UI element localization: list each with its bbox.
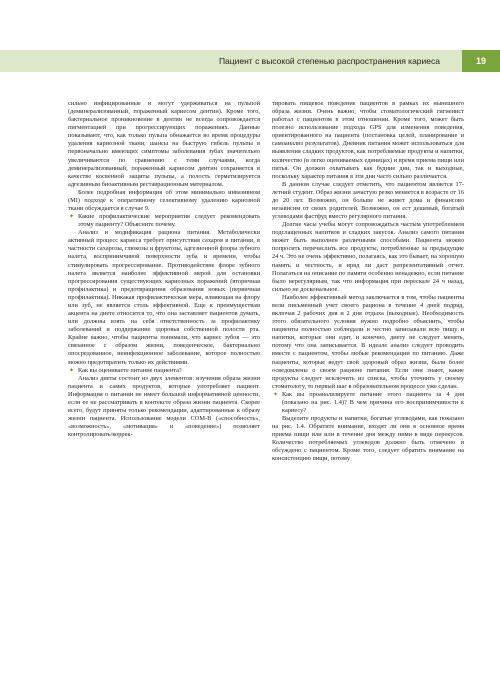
question-paragraph [68, 367, 260, 375]
running-title: Пациент с высокой степенью распространения кариеса [218, 56, 440, 66]
body-paragraph: Анализ и модификация рациона питания. Метаболически активный процесс кариеса требует присутствия сахаров в питании, в частности сахарозы, глюкозы и фруктозы, адгезионной флоры зубного налета, воспринимчивой поверхности зуба и времени, чтобы стимулировать прогрессирование. Противодействие флоре зубного налета является наиболее эффективной мерой для остановки прогрессирования существующих кариозных поражений (вторичная профилактика) и предотвращения образования новых (первичная профилактика). Никакая профилактическая мера, влияющая на флору или зуб, не является столь эффективной. Еще к преимуществам акцента на диете относится то, что она заставляет пациентов думать, или должны взять на себя ответственность за профилактику заболеваний и поддержание здоровья собственной полости рта. Крайне важно, чтобы пациенты понимали, что кариес зубов — это связанное с образом жизни, поведенческое, бактериально опосредованное, неинфекционное заболевание, которое полностью можно предотвратить только их действиями. [68, 229, 260, 366]
left-text-column [68, 100, 260, 439]
diamond-bullet-icon: ✦ [273, 391, 279, 398]
question-text: Какие профилактические мероприятия следует рекомендовать этому пациенту? Объясните почему. [78, 213, 260, 229]
question-text: Как вы проанализируете питание этого пациента за 4 дня (показано на рис. 1.4)? В чем причина его воспринимчивости к кариесу? [282, 390, 464, 414]
diamond-bullet-icon: ✦ [69, 214, 75, 221]
body-paragraph: тировать пищевое поведение пациентов в рамках их нынешнего образа жизни. Очень важно, чтобы стоматологический гигиенист работал с пациентом в этом отношении. Кроме того, может быть полезно использование подхода GPS для изменения поведения, ориентированного на пациента (постановка целей, планирование и самоанализ результатов). Дневник питания может использоваться для выявления сладких продуктов, как потребляемые продукты и напитки, количество (в легко оцениваемых единицах) и время приема пищи или питья. Он должен охватывать как будние дни, так и выходные, поскольку характер питания в эти дни часто сильно различается. [272, 100, 464, 180]
right-text-column [272, 100, 464, 464]
body-paragraph: сильно инфицированные и могут удерживаться на пульпой (деминерализованный, пораженный кариесом дентин). Кроме того, бактериальное проникновение в дентин не всегда сопровождается пигментацией при прогрессирующих поражениях. Данные показывают, что, как только пульпа обнажается во время процедуры удаления кариозной ткани, шансы на быструю гибель пульпы в первоначально имеющих симптомы заболевания зубах значительно увеличиваются по сравнению с теми случаями, когда деминерализованный, пораженный кариесом дентин сохраняется в качестве косвенной защиты пульпы, а полость герметизируется адгезивным биоактивным реставрационным материалом. [68, 100, 260, 188]
body-paragraph: Выделите продукты и напитки, богатые углеводами, как показано на рис. 1.4. Обратите внимание, входят ли они в основное время приема пищи или или в течение дня между ними в виде перекусов. Количество потребляемых углеводов должно быть отмечено и обсуждено с пациентом. Кроме того, следует обратить внимание на консистенцию пищи, потому [272, 415, 464, 463]
question-text: Как вы оцениваете питание пациента? [78, 366, 182, 374]
page-number: 19 [462, 50, 500, 72]
diamond-bullet-icon: ✦ [69, 367, 75, 374]
body-paragraph: Более подробная информация об этом минимально инвазивном (MI) подходе к оперативному селективному удалению кариозной ткани обсуждается в случае 9. [68, 188, 260, 213]
body-paragraph: Наиболее эффективный метод заключается в том, чтобы пациенты вели письменный учет своего рациона в течение 4 дней подряд, включая 2 рабочих дня и 2 дня отдыха (выходные). Необходимость этого обязательного условия нужно подробно объяснить, чтобы пациенты полностью соблюдали и честно записывали всю пищу и напитки, которые они едят, и конечно, диету не следует менять, потому что она записывается. В идеале анализ следует проводить вместе с пациентом, чтобы любые рекомендации по питанию. Даже пациенты, которые ведут свой здоровый образ жизни, были более осведомлены о своем рационе питания. Если они знают, какие продукты следует исключить из списка, чтобы уточнить у своему стоматологу, то первый шаг в образовательном процессе уже сделан. [272, 293, 464, 390]
question-paragraph [68, 213, 260, 229]
body-paragraph: Долгие часы учебы могут сопровождаться частым употреблением подслащенных напитков и сладких закусок. Анализ самого питания может быть выполнен различными способами. Пациента можно попросить перечислить все продукты, потребленные за предыдущие 24 ч. Это не очень эффективно, полагаясь, как это бывает, на хорошую память и честность, и вряд ли даст репрезентативный отчет. Полагаться на описание по памяти особенно ненадежно, если питание было нерегулярным, так что информация при пересказе 24 ч назад, сильно не доскональное. [272, 221, 464, 293]
body-paragraph: В данном случае следует отметить, что пациентом является 17-летний студент. Образ жизни зачастую резко меняется в возрасте от 16 до 20 лет. Возможно, он больше не живет дома и финансово независим от своих родителей. Возможно, он ест дешевый, богатый углеводами фастфуд вместо регулярного питания. [272, 180, 464, 221]
body-paragraph: Анализ диеты состоит из двух элементов: изучения образа жизни пациента и самих продуктов, которые употребляет пациент. Информация о питании не имеет большой информативной ценности, если ее не рассматривать в контексте образа жизни пациента. Скорее всего, будут приняты только рекомендации, адаптированные к образу жизни пациента. Использование модели COM-B («способность», «возможность», «мотивация» и «поведение») позволяет контролировать/коррек- [68, 374, 260, 439]
question-paragraph [272, 391, 464, 415]
